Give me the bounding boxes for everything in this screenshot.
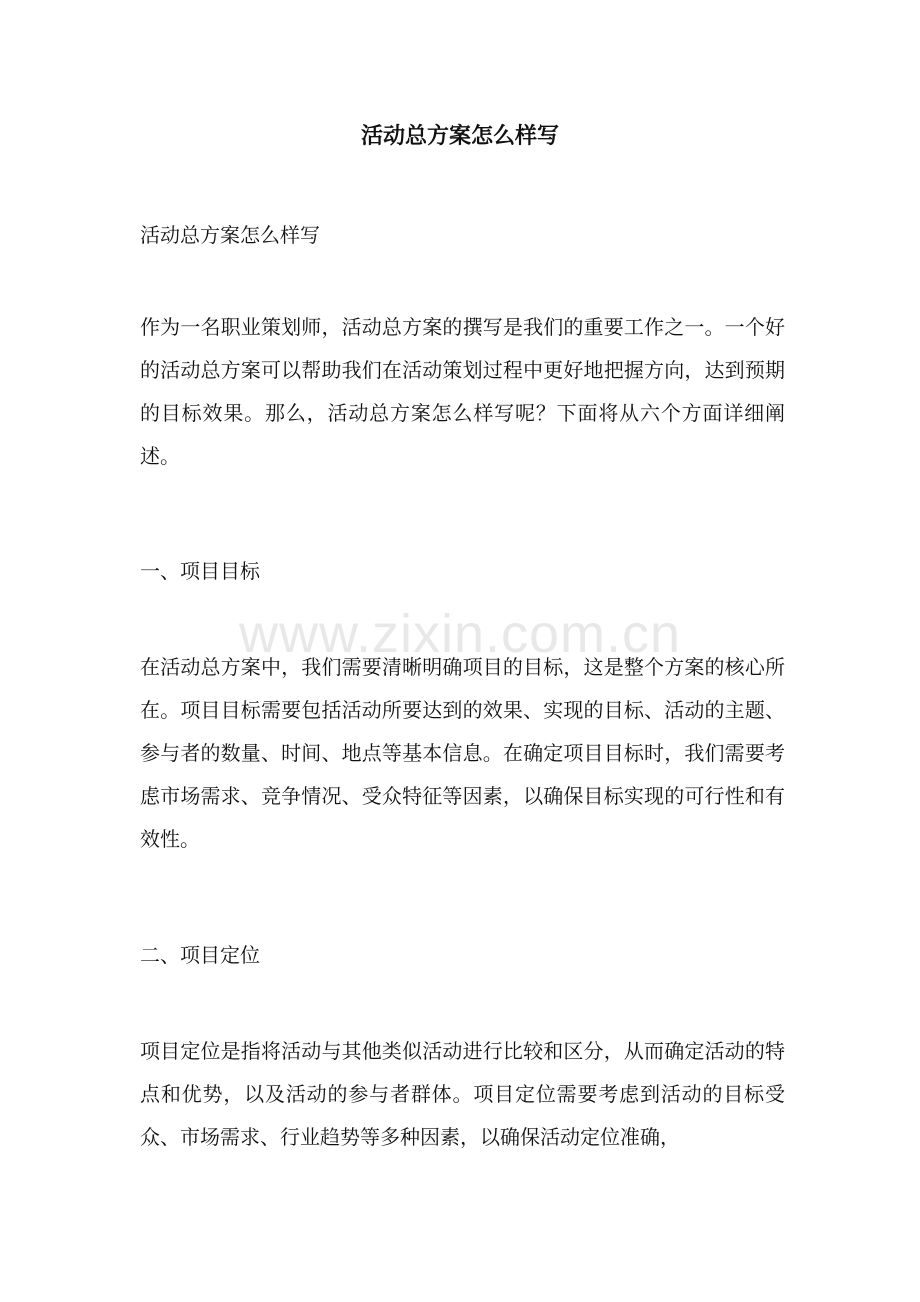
section-heading-positioning: 二、项目定位	[140, 943, 260, 967]
watermark: www.zixin.com.cn	[238, 604, 682, 664]
document-subtitle: 活动总方案怎么样写	[140, 223, 320, 247]
document-title: 活动总方案怎么样写	[360, 123, 559, 149]
section-body-positioning: 项目定位是指将活动与其他类似活动进行比较和区分，从而确定活动的特点和优势，以及活动的参与者群体。项目定位需要考虑到活动的目标受众、市场需求、行业趋势等多种因素，以确保活动定位准确，	[140, 1039, 785, 1149]
intro-paragraph: 作为一名职业策划师，活动总方案的撰写是我们的重要工作之一。一个好的活动总方案可以帮助我们在活动策划过程中更好地把握方向，达到预期的目标效果。那么，活动总方案怎么样写呢？下面将从六个方面详细阐述。	[140, 315, 785, 468]
section-heading-goals: 一、项目目标	[140, 559, 260, 583]
section-body-goals: 在活动总方案中，我们需要清晰明确项目的目标，这是整个方案的核心所在。项目目标需要包括活动所要达到的效果、实现的目标、活动的主题、参与者的数量、时间、地点等基本信息。在确定项目目标时，我们需要考虑市场需求、竞争情况、受众特征等因素，以确保目标实现的可行性和有效性。	[140, 655, 785, 851]
